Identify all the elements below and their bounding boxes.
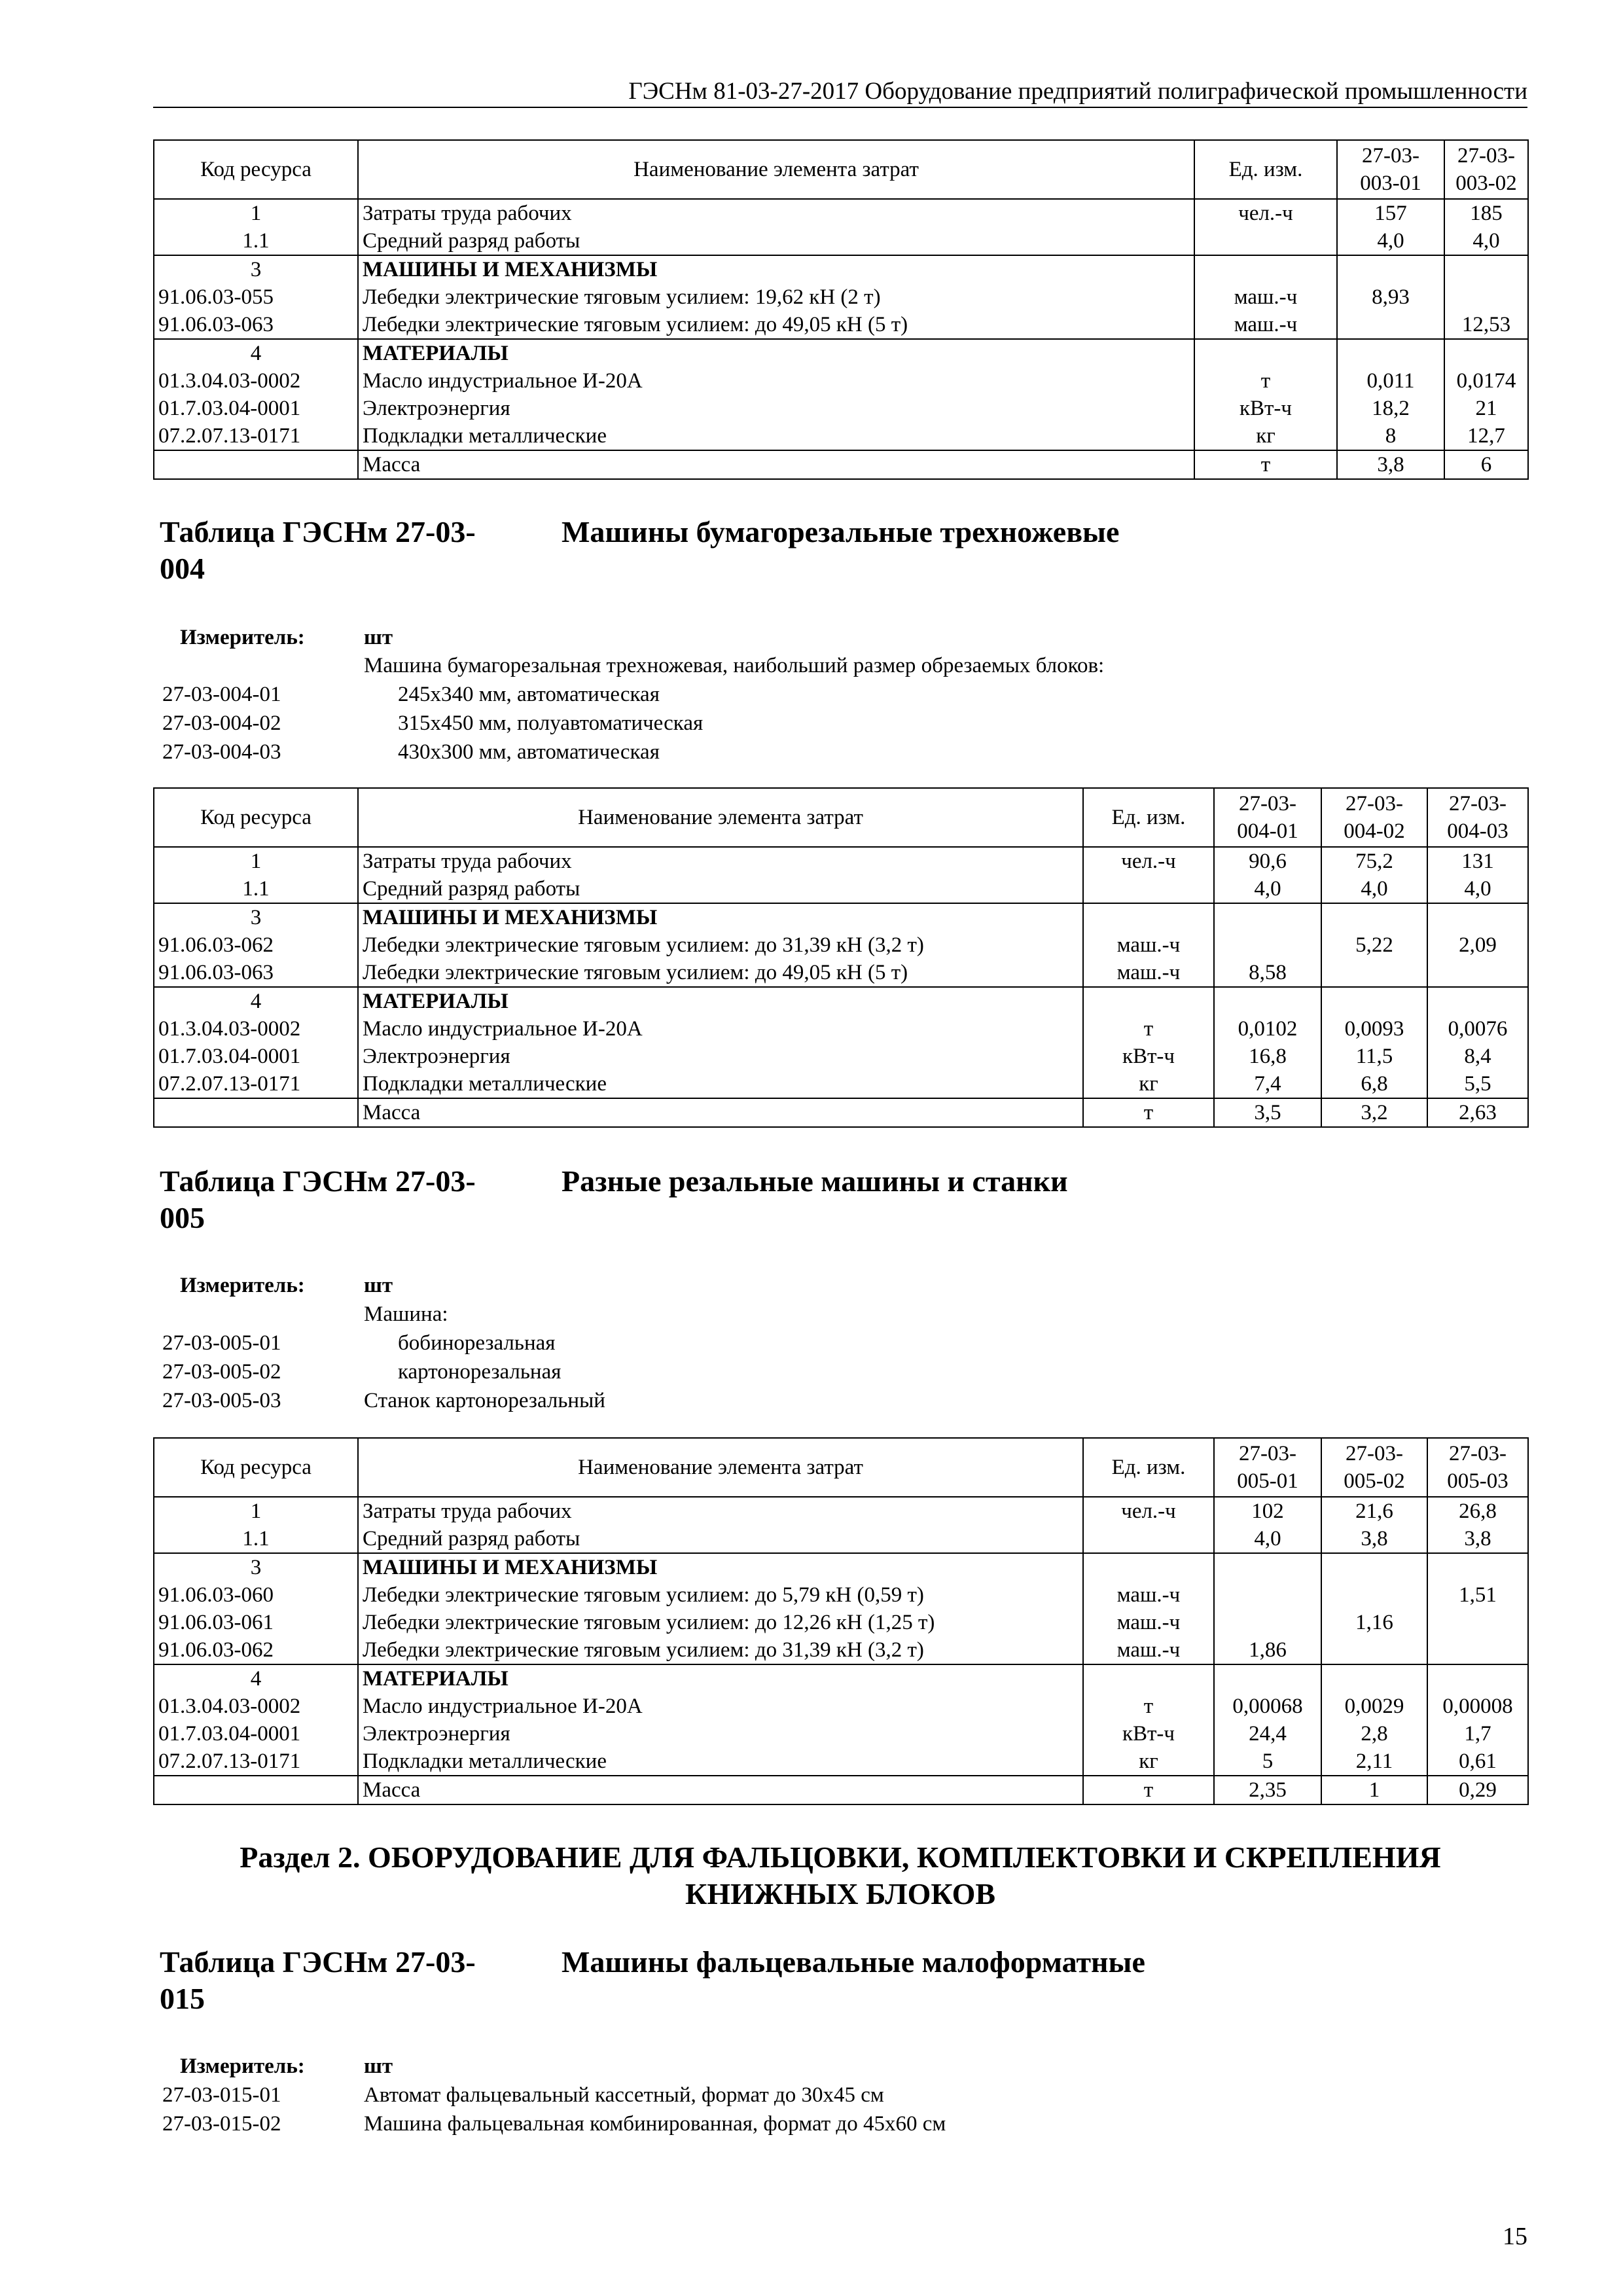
- cell-value: 12,53: [1444, 311, 1528, 339]
- cell-value: 1: [1321, 1776, 1427, 1804]
- cell-value: [1321, 1553, 1427, 1581]
- col-header-unit: Ед. изм.: [1083, 1438, 1214, 1497]
- cell-code: 91.06.03-062: [154, 931, 358, 959]
- cell-unit: маш.-ч: [1194, 311, 1337, 339]
- col-header-name: Наименование элемента затрат: [358, 140, 1194, 199]
- cell-value: 3,8: [1337, 450, 1444, 479]
- cell-name: Лебедки электрические тяговым усилием: 19,62 кН (2 т): [358, 283, 1194, 311]
- cell-unit: т: [1194, 367, 1337, 395]
- cell-unit: [1194, 255, 1337, 283]
- cell-name: Электроэнергия: [358, 1043, 1083, 1070]
- cell-value: 2,35: [1214, 1776, 1321, 1804]
- cell-name: МАШИНЫ И МЕХАНИЗМЫ: [358, 1553, 1083, 1581]
- cell-value: 1,16: [1321, 1609, 1427, 1636]
- cell-unit: чел.-ч: [1083, 847, 1214, 875]
- page-number: 15: [1503, 2223, 1527, 2250]
- cell-value: 0,00008: [1427, 1693, 1528, 1720]
- cell-value: 1,51: [1427, 1581, 1528, 1609]
- measure-label: [180, 2053, 305, 2080]
- table-row: [154, 1070, 1528, 1098]
- measure-label: [180, 624, 305, 651]
- cell-code: 4: [154, 1664, 358, 1693]
- cell-value: 2,63: [1427, 1098, 1528, 1127]
- cell-name: Лебедки электрические тяговым усилием: до 49,05 кН (5 т): [358, 959, 1083, 987]
- cell-value: [1337, 339, 1444, 367]
- cell-value: [1337, 311, 1444, 339]
- cell-value: 6: [1444, 450, 1528, 479]
- cell-value: 131: [1427, 847, 1528, 875]
- cell-value: 8,93: [1337, 283, 1444, 311]
- cell-code: 07.2.07.13-0171: [154, 422, 358, 450]
- table-title-name-004: Машины бумагорезальные трехножевые: [562, 515, 1120, 548]
- table-row: [154, 1497, 1528, 1525]
- cell-value: 75,2: [1321, 847, 1427, 875]
- cell-unit: чел.-ч: [1083, 1497, 1214, 1525]
- cell-value: 8,58: [1214, 959, 1321, 987]
- cell-value: 0,011: [1337, 367, 1444, 395]
- cell-code: 91.06.03-063: [154, 959, 358, 987]
- cell-code: 4: [154, 339, 358, 367]
- measure-label-text: Измеритель:: [180, 2054, 305, 2078]
- cell-value: [1444, 339, 1528, 367]
- running-header: ГЭСНм 81-03-27-2017 Оборудование предприятий полиграфической промышленности: [628, 78, 1527, 105]
- cell-value: [1321, 1636, 1427, 1664]
- col-header-norm: [1214, 1438, 1321, 1497]
- cell-value: [1321, 959, 1427, 987]
- cell-value: 24,4: [1214, 1720, 1321, 1748]
- cell-value: [1444, 283, 1528, 311]
- cell-value: 90,6: [1214, 847, 1321, 875]
- cell-value: 4,0: [1444, 227, 1528, 255]
- cell-name: МАШИНЫ И МЕХАНИЗМЫ: [358, 255, 1194, 283]
- cell-value: 0,0174: [1444, 367, 1528, 395]
- cell-value: 0,0102: [1214, 1015, 1321, 1043]
- cell-unit: [1083, 1553, 1214, 1581]
- cell-code: 91.06.03-062: [154, 1636, 358, 1664]
- norm-text: Машина фальцевальная комбинированная, формат до 45х60 см: [364, 2112, 946, 2136]
- cell-value: 3,8: [1427, 1525, 1528, 1553]
- cell-value: [1427, 987, 1528, 1015]
- cell-value: 21,6: [1321, 1497, 1427, 1525]
- cell-name: Масса: [358, 1098, 1083, 1127]
- norm-code: 27-03-005-02: [162, 1360, 281, 1384]
- cell-code: [154, 1098, 358, 1127]
- cell-value: [1321, 1664, 1427, 1693]
- cell-value: 4,0: [1427, 875, 1528, 903]
- section-heading-line: КНИЖНЫХ БЛОКОВ: [685, 1877, 996, 1910]
- col-header-norm: [1321, 788, 1427, 847]
- cell-unit: т: [1083, 1098, 1214, 1127]
- cell-name: МАТЕРИАЛЫ: [358, 1664, 1083, 1693]
- cell-name: Масло индустриальное И-20А: [358, 1015, 1083, 1043]
- table-title-number: 004: [160, 552, 205, 585]
- table-row: [154, 1664, 1528, 1693]
- cell-name: Электроэнергия: [358, 1720, 1083, 1748]
- resource-table-004: [153, 787, 1529, 1128]
- table-row: [154, 931, 1528, 959]
- cell-name: Масло индустриальное И-20А: [358, 1693, 1083, 1720]
- measure-label: [180, 1272, 305, 1299]
- table-row: [154, 1748, 1528, 1776]
- cell-value: [1214, 931, 1321, 959]
- measure-label-text: Измеритель:: [180, 1274, 305, 1297]
- col-header-norm: [1427, 788, 1528, 847]
- cell-code: 01.3.04.03-0002: [154, 1693, 358, 1720]
- cell-value: 2,11: [1321, 1748, 1427, 1776]
- cell-value: 3,8: [1321, 1525, 1427, 1553]
- resource-table-003: [153, 139, 1529, 480]
- norm-code: 27-03- 003-01: [1360, 144, 1421, 195]
- cell-unit: [1083, 1664, 1214, 1693]
- cell-code: 07.2.07.13-0171: [154, 1070, 358, 1098]
- norm-description: Машина бумагорезальная трехножевая, наибольший размер обрезаемых блоков:: [364, 654, 1105, 677]
- norm-text: бобинорезальная: [398, 1331, 556, 1355]
- cell-value: [1427, 1609, 1528, 1636]
- cell-name: Лебедки электрические тяговым усилием: до 49,05 кН (5 т): [358, 311, 1194, 339]
- norm-code: 27-03-015-01: [162, 2083, 281, 2107]
- col-header-unit: Ед. изм.: [1083, 788, 1214, 847]
- cell-unit: кг: [1083, 1748, 1214, 1776]
- measure-value: шт: [364, 626, 393, 649]
- cell-name: МАТЕРИАЛЫ: [358, 339, 1194, 367]
- cell-value: 0,0029: [1321, 1693, 1427, 1720]
- cell-name: Лебедки электрические тяговым усилием: до 31,39 кН (3,2 т): [358, 931, 1083, 959]
- col-header-norm: [1321, 1438, 1427, 1497]
- cell-value: [1427, 1553, 1528, 1581]
- table-row: [154, 1553, 1528, 1581]
- cell-code: 07.2.07.13-0171: [154, 1748, 358, 1776]
- norm-code: 27-03- 003-02: [1455, 144, 1517, 195]
- cell-unit: кВт-ч: [1083, 1720, 1214, 1748]
- norm-text: картонорезальная: [398, 1360, 562, 1384]
- cell-name: Средний разряд работы: [358, 227, 1194, 255]
- cell-unit: маш.-ч: [1083, 1581, 1214, 1609]
- table-row: [154, 199, 1528, 227]
- table-title-004: [160, 514, 476, 587]
- cell-value: [1337, 255, 1444, 283]
- table-title-005: [160, 1163, 476, 1236]
- cell-code: 91.06.03-055: [154, 283, 358, 311]
- table-row: [154, 1609, 1528, 1636]
- header-rule: [153, 107, 1527, 108]
- cell-value: [1321, 903, 1427, 931]
- norm-code: 27-03-004-02: [162, 711, 281, 735]
- cell-value: [1214, 987, 1321, 1015]
- cell-unit: т: [1083, 1015, 1214, 1043]
- norm-code: 27-03-015-02: [162, 2112, 281, 2136]
- cell-name: МАШИНЫ И МЕХАНИЗМЫ: [358, 903, 1083, 931]
- cell-value: 12,7: [1444, 422, 1528, 450]
- cell-unit: маш.-ч: [1194, 283, 1337, 311]
- cell-name: Масса: [358, 1776, 1083, 1804]
- cell-value: 18,2: [1337, 395, 1444, 422]
- cell-code: 01.3.04.03-0002: [154, 1015, 358, 1043]
- norm-description: Машина:: [364, 1302, 448, 1326]
- col-header-name: Наименование элемента затрат: [358, 1438, 1083, 1497]
- cell-value: 0,00068: [1214, 1693, 1321, 1720]
- table-title-number: 005: [160, 1201, 205, 1234]
- cell-unit: т: [1083, 1776, 1214, 1804]
- cell-unit: [1194, 339, 1337, 367]
- cell-unit: т: [1194, 450, 1337, 479]
- cell-code: [154, 1776, 358, 1804]
- cell-value: 0,0076: [1427, 1015, 1528, 1043]
- col-header-norm: [1214, 788, 1321, 847]
- table-title-number: 015: [160, 1982, 205, 2015]
- cell-code: 1: [154, 847, 358, 875]
- cell-unit: маш.-ч: [1083, 1609, 1214, 1636]
- cell-code: 91.06.03-063: [154, 311, 358, 339]
- table-row: [154, 367, 1528, 395]
- cell-code: 3: [154, 255, 358, 283]
- cell-value: 5,22: [1321, 931, 1427, 959]
- cell-value: 3,5: [1214, 1098, 1321, 1127]
- cell-value: 6,8: [1321, 1070, 1427, 1098]
- table-title-prefix: Таблица ГЭСНм 27-03-: [160, 1945, 476, 1979]
- cell-unit: маш.-ч: [1083, 959, 1214, 987]
- norm-code: 27-03-004-03: [162, 740, 281, 764]
- cell-name: Средний разряд работы: [358, 1525, 1083, 1553]
- cell-value: [1427, 1664, 1528, 1693]
- cell-code: [154, 450, 358, 479]
- cell-value: [1427, 903, 1528, 931]
- cell-value: 0,29: [1427, 1776, 1528, 1804]
- col-header-name: Наименование элемента затрат: [358, 788, 1083, 847]
- cell-value: 4,0: [1214, 1525, 1321, 1553]
- table-row: [154, 959, 1528, 987]
- measure-value: шт: [364, 2054, 393, 2078]
- cell-name: Лебедки электрические тяговым усилием: до 5,79 кН (0,59 т): [358, 1581, 1083, 1609]
- cell-name: Масса: [358, 450, 1194, 479]
- norm-text: Автомат фальцевальный кассетный, формат до 30х45 см: [364, 2083, 884, 2107]
- cell-unit: [1083, 987, 1214, 1015]
- cell-code: 01.7.03.04-0001: [154, 395, 358, 422]
- col-header-norm: [1337, 140, 1444, 199]
- cell-name: Средний разряд работы: [358, 875, 1083, 903]
- cell-unit: [1083, 903, 1214, 931]
- norm-text: 430х300 мм, автоматическая: [398, 740, 660, 764]
- cell-value: [1214, 1553, 1321, 1581]
- cell-unit: чел.-ч: [1194, 199, 1337, 227]
- cell-value: 4,0: [1337, 227, 1444, 255]
- table-title-name-015: Машины фальцевальные малоформатные: [562, 1945, 1145, 1979]
- table-row: [154, 1720, 1528, 1748]
- table-row: [154, 1636, 1528, 1664]
- cell-code: 3: [154, 903, 358, 931]
- col-header-unit: Ед. изм.: [1194, 140, 1337, 199]
- table-row: [154, 395, 1528, 422]
- norm-code: 27-03- 004-03: [1447, 792, 1508, 843]
- norm-code: 27-03- 005-03: [1447, 1442, 1508, 1493]
- table-row: [154, 1776, 1528, 1804]
- cell-value: [1427, 1636, 1528, 1664]
- norm-code: 27-03-004-01: [162, 683, 281, 706]
- cell-value: 1,7: [1427, 1720, 1528, 1748]
- norm-code: 27-03- 005-02: [1344, 1442, 1405, 1493]
- cell-value: 16,8: [1214, 1043, 1321, 1070]
- cell-name: Лебедки электрические тяговым усилием: до 31,39 кН (3,2 т): [358, 1636, 1083, 1664]
- measure-label-text: Измеритель:: [180, 626, 305, 649]
- cell-name: Подкладки металлические: [358, 422, 1194, 450]
- table-row: [154, 1043, 1528, 1070]
- table-row: [154, 875, 1528, 903]
- section-heading-line: Раздел 2. ОБОРУДОВАНИЕ ДЛЯ ФАЛЬЦОВКИ, КОМПЛЕКТОВКИ И СКРЕПЛЕНИЯ: [240, 1840, 1441, 1874]
- cell-value: 5,5: [1427, 1070, 1528, 1098]
- cell-unit: [1194, 227, 1337, 255]
- table-row: [154, 1098, 1528, 1127]
- cell-unit: кВт-ч: [1083, 1043, 1214, 1070]
- col-header-code: Код ресурса: [154, 140, 358, 199]
- table-row: [154, 1581, 1528, 1609]
- cell-value: [1321, 1581, 1427, 1609]
- cell-value: 3,2: [1321, 1098, 1427, 1127]
- cell-name: Затраты труда рабочих: [358, 847, 1083, 875]
- table-row: [154, 903, 1528, 931]
- cell-value: 11,5: [1321, 1043, 1427, 1070]
- cell-unit: [1083, 1525, 1214, 1553]
- cell-value: 26,8: [1427, 1497, 1528, 1525]
- norm-code: 27-03- 005-01: [1237, 1442, 1298, 1493]
- cell-value: 2,8: [1321, 1720, 1427, 1748]
- cell-value: 8,4: [1427, 1043, 1528, 1070]
- cell-value: 4,0: [1321, 875, 1427, 903]
- section-heading: [153, 1839, 1527, 1912]
- cell-value: [1321, 987, 1427, 1015]
- table-row: [154, 1525, 1528, 1553]
- norm-code: 27-03-005-01: [162, 1331, 281, 1355]
- col-header-code: Код ресурса: [154, 788, 358, 847]
- cell-value: [1214, 903, 1321, 931]
- col-header-code: Код ресурса: [154, 1438, 358, 1497]
- cell-value: 8: [1337, 422, 1444, 450]
- cell-name: Лебедки электрические тяговым усилием: до 12,26 кН (1,25 т): [358, 1609, 1083, 1636]
- table-row: [154, 1015, 1528, 1043]
- table-title-prefix: Таблица ГЭСНм 27-03-: [160, 515, 476, 548]
- cell-value: [1214, 1581, 1321, 1609]
- table-row: [154, 283, 1528, 311]
- cell-code: 1: [154, 199, 358, 227]
- measure-value: шт: [364, 1274, 393, 1297]
- col-header-norm: [1444, 140, 1528, 199]
- cell-value: 7,4: [1214, 1070, 1321, 1098]
- cell-name: МАТЕРИАЛЫ: [358, 987, 1083, 1015]
- norm-code: 27-03- 004-02: [1344, 792, 1405, 843]
- cell-value: [1444, 255, 1528, 283]
- cell-value: [1214, 1664, 1321, 1693]
- cell-value: 157: [1337, 199, 1444, 227]
- cell-name: Затраты труда рабочих: [358, 199, 1194, 227]
- cell-code: 01.3.04.03-0002: [154, 367, 358, 395]
- cell-name: Подкладки металлические: [358, 1070, 1083, 1098]
- cell-code: 91.06.03-060: [154, 1581, 358, 1609]
- table-row: [154, 227, 1528, 255]
- cell-value: 0,61: [1427, 1748, 1528, 1776]
- table-row: [154, 987, 1528, 1015]
- cell-unit: т: [1083, 1693, 1214, 1720]
- cell-value: 2,09: [1427, 931, 1528, 959]
- cell-code: 91.06.03-061: [154, 1609, 358, 1636]
- cell-name: Затраты труда рабочих: [358, 1497, 1083, 1525]
- norm-text: 315х450 мм, полуавтоматическая: [398, 711, 704, 735]
- cell-name: Электроэнергия: [358, 395, 1194, 422]
- table-title-015: [160, 1944, 476, 2017]
- cell-value: 102: [1214, 1497, 1321, 1525]
- table-row: [154, 847, 1528, 875]
- norm-code: 27-03-005-03: [162, 1389, 281, 1412]
- cell-unit: маш.-ч: [1083, 1636, 1214, 1664]
- cell-value: 0,0093: [1321, 1015, 1427, 1043]
- cell-code: 1.1: [154, 1525, 358, 1553]
- cell-name: Масло индустриальное И-20А: [358, 367, 1194, 395]
- norm-text: 245х340 мм, автоматическая: [398, 683, 660, 706]
- cell-value: 21: [1444, 395, 1528, 422]
- cell-value: [1214, 1609, 1321, 1636]
- cell-name: Подкладки металлические: [358, 1748, 1083, 1776]
- table-row: [154, 311, 1528, 339]
- table-row: [154, 1693, 1528, 1720]
- cell-unit: кВт-ч: [1194, 395, 1337, 422]
- norm-code: 27-03- 004-01: [1237, 792, 1298, 843]
- cell-value: 1,86: [1214, 1636, 1321, 1664]
- table-title-prefix: Таблица ГЭСНм 27-03-: [160, 1164, 476, 1198]
- cell-code: 01.7.03.04-0001: [154, 1043, 358, 1070]
- cell-unit: кг: [1083, 1070, 1214, 1098]
- table-row: [154, 339, 1528, 367]
- table-title-name-005: Разные резальные машины и станки: [562, 1164, 1068, 1198]
- cell-value: 5: [1214, 1748, 1321, 1776]
- cell-unit: кг: [1194, 422, 1337, 450]
- resource-table-005: [153, 1437, 1529, 1805]
- cell-code: 3: [154, 1553, 358, 1581]
- cell-code: 1.1: [154, 875, 358, 903]
- cell-value: 4,0: [1214, 875, 1321, 903]
- table-row: [154, 255, 1528, 283]
- cell-value: [1427, 959, 1528, 987]
- cell-value: 185: [1444, 199, 1528, 227]
- cell-unit: маш.-ч: [1083, 931, 1214, 959]
- table-row: [154, 422, 1528, 450]
- cell-code: 4: [154, 987, 358, 1015]
- cell-unit: [1083, 875, 1214, 903]
- table-row: [154, 450, 1528, 479]
- cell-code: 1: [154, 1497, 358, 1525]
- col-header-norm: [1427, 1438, 1528, 1497]
- cell-code: 1.1: [154, 227, 358, 255]
- cell-code: 01.7.03.04-0001: [154, 1720, 358, 1748]
- norm-text: Станок картонорезальный: [364, 1389, 605, 1412]
